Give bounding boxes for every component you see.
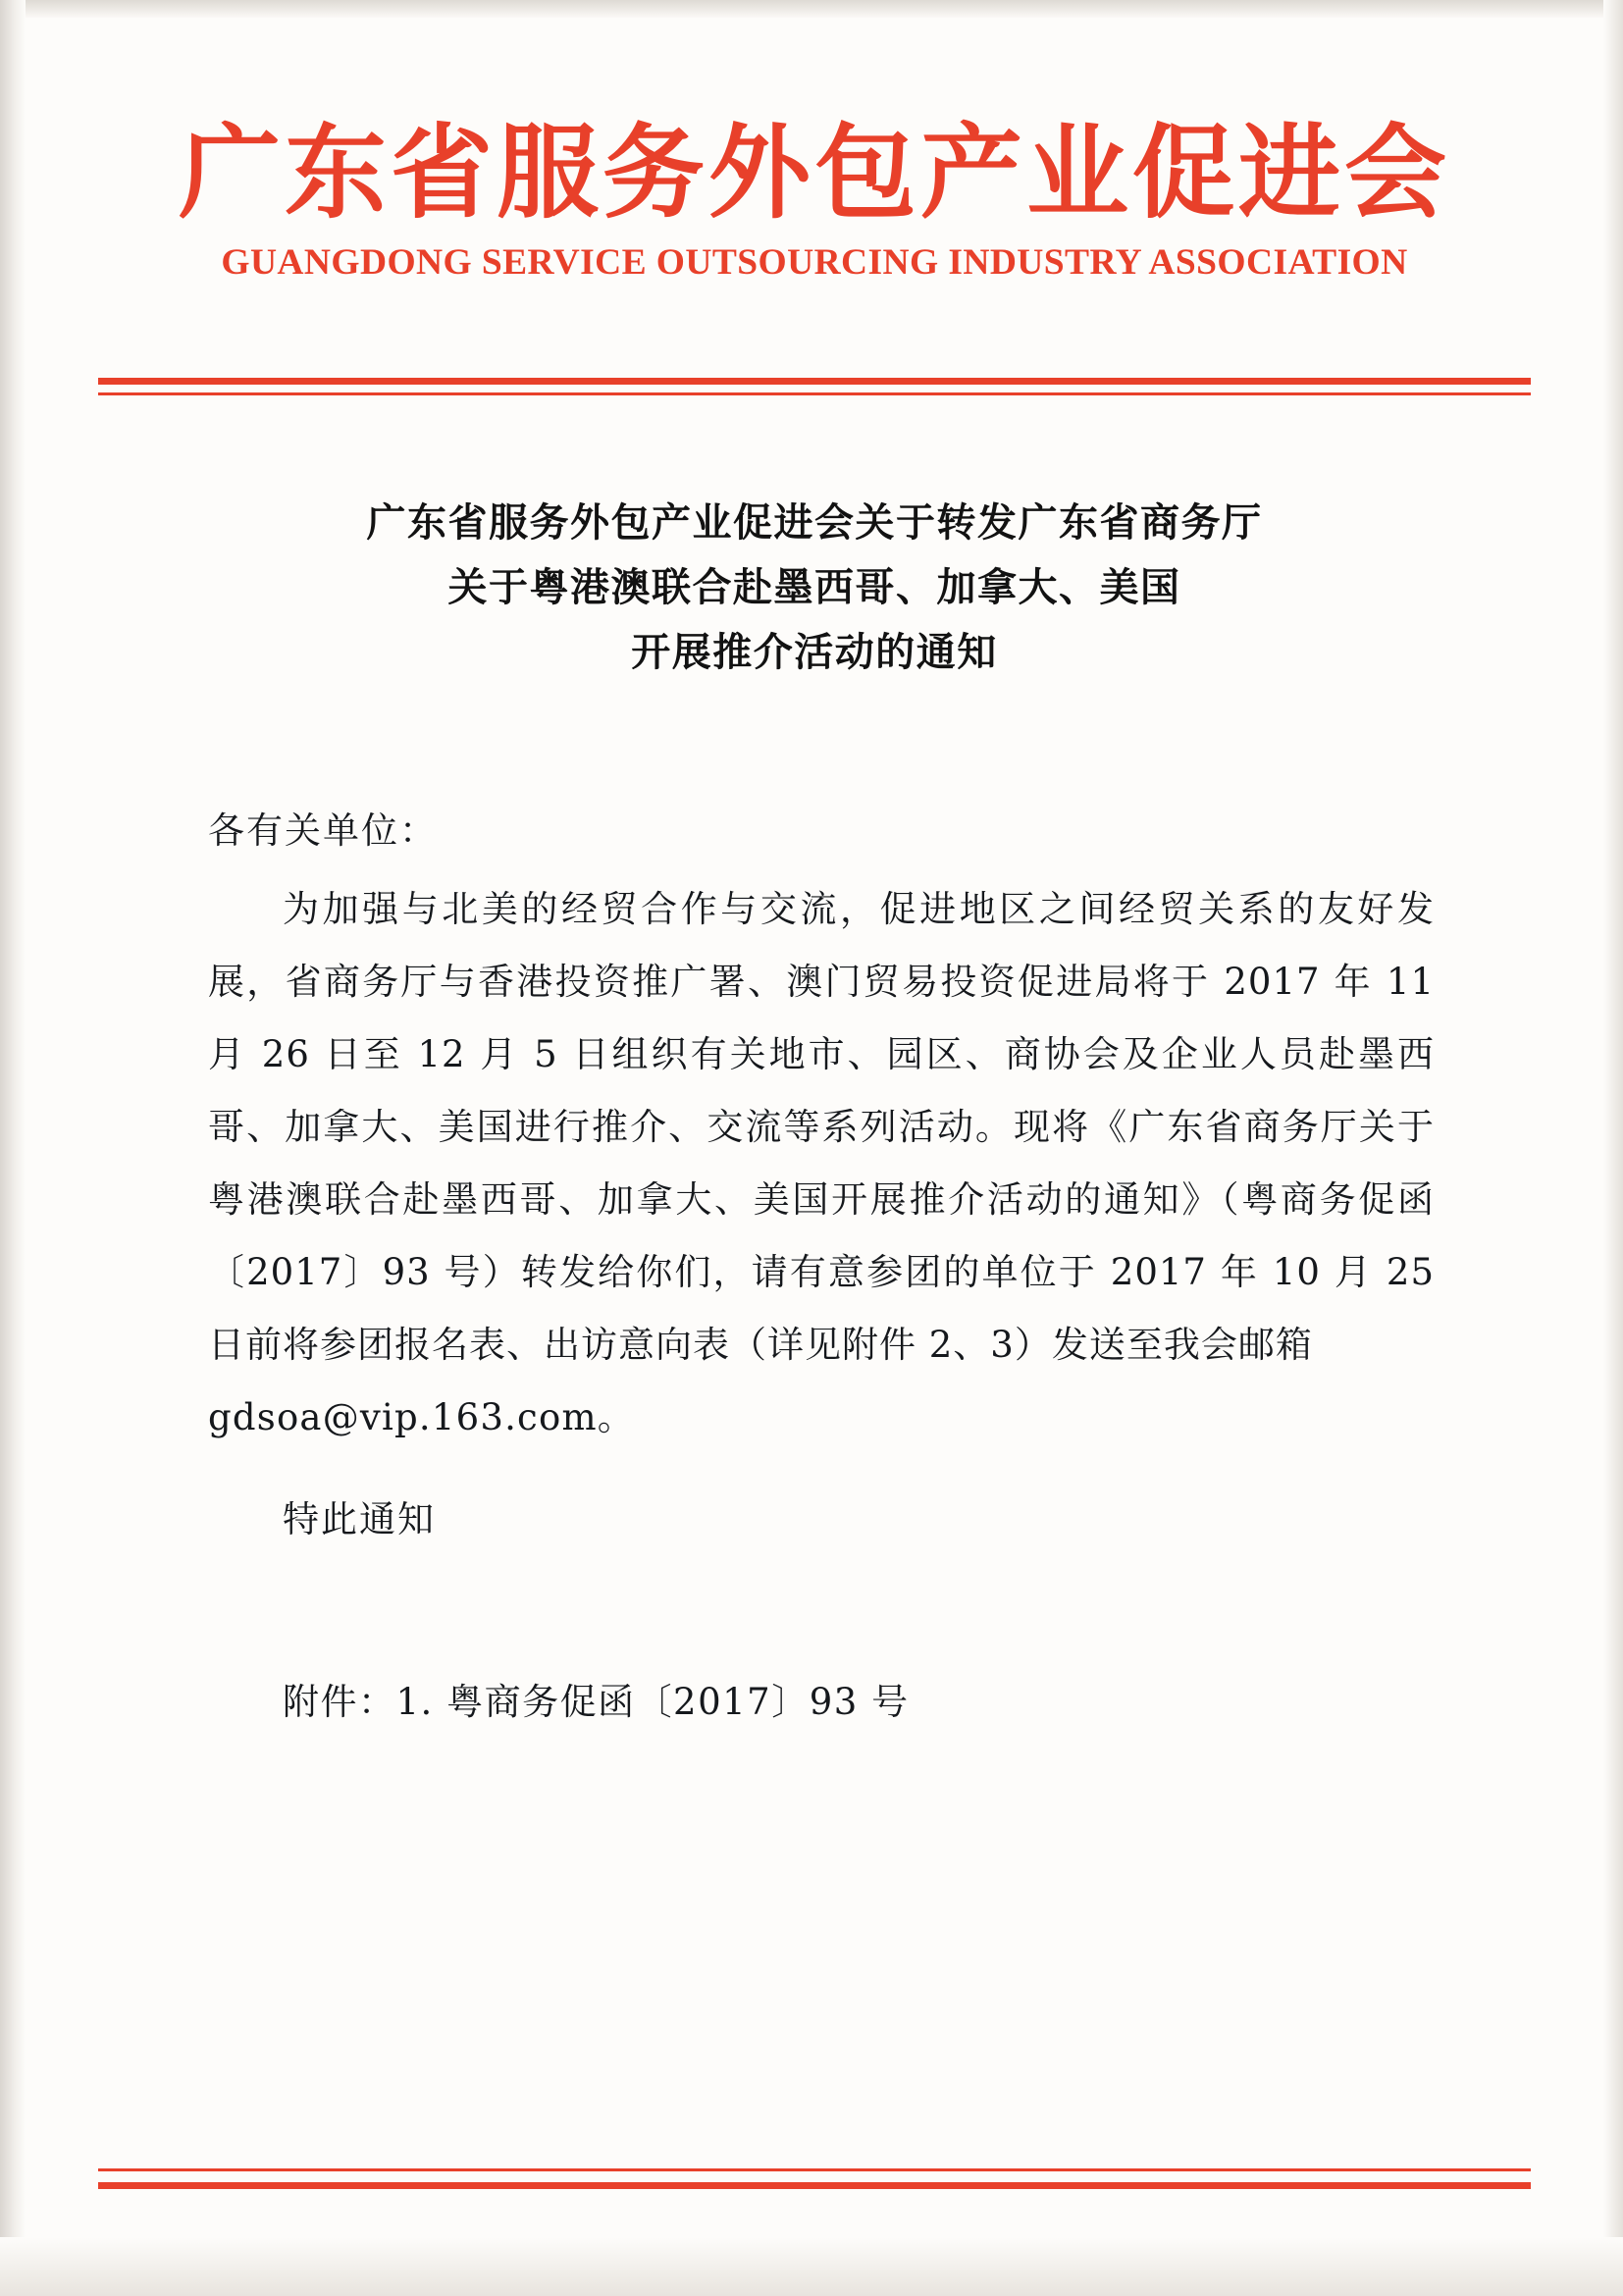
scan-edge-top <box>0 0 1623 18</box>
attachment-line: 附件：1. 粤商务促函〔2017〕93 号 <box>283 1681 910 1723</box>
salutation: 各有关单位： <box>208 809 438 852</box>
organization-name-cn: 广东省服务外包产业促进会 <box>178 112 1450 233</box>
body-paragraph-1: 为加强与北美的经贸合作与交流，促进地区之间经贸关系的友好发展，省商务厅与香港投资推广署、澳门贸易投资促进局将于 2017 年 11 月 26 日至 12 月 5 日组织有关地市、园区、商协会及企业人员赴墨西哥、加拿大、美国进行推介、交流等系列活动。现将《广东省商务厅关于粤港澳联合赴墨西哥、加拿大、美国开展推介活动的通知》（粤商务促函〔2017〕93 号）转发给你们，请有意参团的单位于 2017 年 10 月 25 日前将参团报名表、出访意向表（详见附件 2、3）发送至我会邮箱 <box>208 888 1435 1366</box>
scan-edge-bottom <box>0 2237 1623 2296</box>
page-title-line-3: 开展推介活动的通知 <box>631 629 998 675</box>
page-title <box>196 491 1433 685</box>
scan-edge-left <box>0 0 26 2296</box>
footer-rule-thick <box>98 2182 1531 2189</box>
closing-line: 特此通知 <box>283 1498 436 1540</box>
scan-edge-right <box>1603 0 1623 2296</box>
page-title-line-2: 关于粤港澳联合赴墨西哥、加拿大、美国 <box>447 564 1181 610</box>
contact-email: gdsoa@vip.163.com。 <box>208 1396 635 1438</box>
header-rule-thin <box>98 392 1531 395</box>
letterhead <box>98 112 1531 284</box>
document-body <box>208 795 1435 1739</box>
organization-name-en: GUANGDONG SERVICE OUTSOURCING INDUSTRY ASSOCIATION <box>221 242 1408 284</box>
header-rule-thick <box>98 378 1531 385</box>
page-title-line-1: 广东省服务外包产业促进会关于转发广东省商务厅 <box>366 499 1263 546</box>
footer-rule-thin <box>98 2168 1531 2171</box>
